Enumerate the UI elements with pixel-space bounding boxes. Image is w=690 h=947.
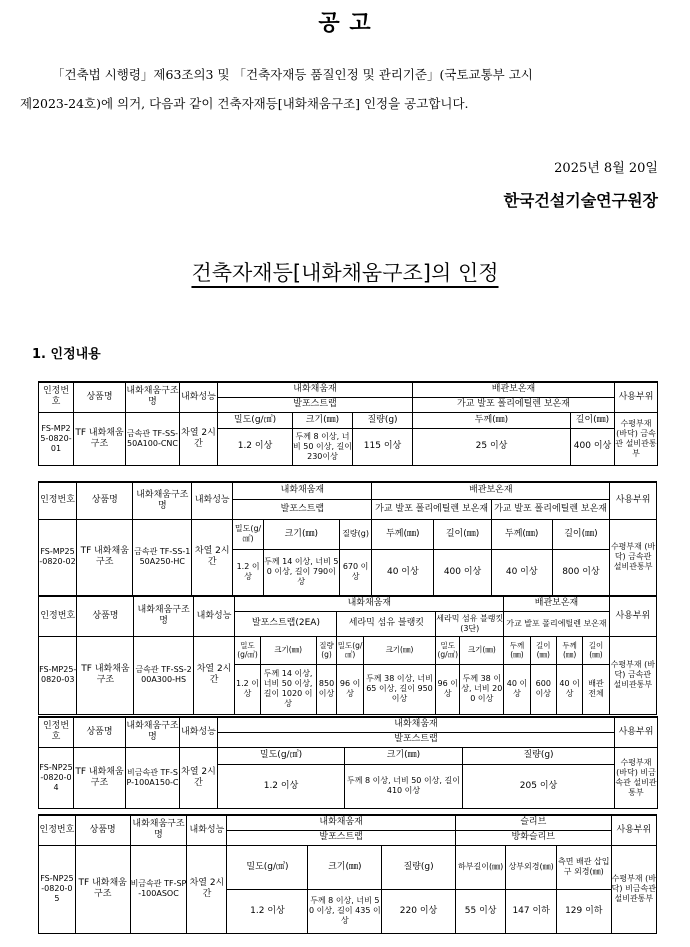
row4-cert-no: FS-NP25-0820-04 <box>39 747 74 808</box>
hdr-size: 크기(㎜) <box>308 845 382 889</box>
hdr-weight: 질량(g) <box>339 519 372 549</box>
row1-density: 1.2 이상 <box>218 428 293 465</box>
row5-cert-no: FS-NP25-0820-05 <box>39 845 76 933</box>
hdr-structure: 내화채움구조명 <box>126 382 180 412</box>
hdr-pe2-length: 길이(㎜) <box>583 636 609 664</box>
hdr-c-size: 크기(㎜) <box>363 636 435 664</box>
hdr-cert-no: 인정번호 <box>39 482 77 519</box>
row1-weight: 115 이상 <box>353 428 413 465</box>
hdr-usage: 사용부위 <box>615 717 658 747</box>
row2-size: 두께 14 이상, 너비 50 이상, 길이 790이상 <box>263 549 339 595</box>
row1-usage: 수평부재 (바닥) 금속관 설비관통부 <box>615 412 658 465</box>
hdr-fill: 내화채움재 <box>235 596 504 611</box>
hdr-pe2-length: 길이(㎜) <box>552 519 610 549</box>
hdr-density: 밀도(g/㎤) <box>227 845 308 889</box>
hdr-s-size: 크기(㎜) <box>260 636 316 664</box>
row3-pe1-thickness: 40 이상 <box>504 664 530 714</box>
hdr-fill: 내화채움재 <box>227 815 455 830</box>
row3-usage: 수평부재 (바닥) 금속관 설비관통부 <box>609 636 656 714</box>
row2-pe2-thickness: 40 이상 <box>491 549 552 595</box>
hdr-pe-cover: 가교 발포 폴리에틸렌 보온재 <box>504 611 609 636</box>
row1-cert-no: FS-MP25-0820-01 <box>39 412 74 465</box>
hdr-pipe-cover: 배관보온재 <box>372 482 610 499</box>
hdr-s-density: 밀도(g/㎤) <box>235 636 260 664</box>
hdr-pe2-thickness: 두께(㎜) <box>556 636 582 664</box>
row4-structure: 비금속관 TF-SP-100A150-C <box>126 747 180 808</box>
hdr-density: 밀도(g/㎤) <box>233 519 263 549</box>
hdr-product: 상품명 <box>74 382 126 412</box>
hdr-ceramic-blanket-3: 세라믹 섬유 블랭킷 (3단) <box>436 611 504 636</box>
hdr-size: 크기(㎜) <box>345 747 463 764</box>
row5-structure: 비금속관 TF-SP-100ASOC <box>130 845 187 933</box>
row5-top-outer-dia: 147 이하 <box>506 889 557 933</box>
hdr-weight: 질량(g) <box>353 412 413 428</box>
hdr-pe2-thickness: 두께(㎜) <box>491 519 552 549</box>
row2-pe2-length: 800 이상 <box>552 549 610 595</box>
hdr-pe-cover-2: 가교 발포 폴리에틸렌 보온재 <box>491 499 609 519</box>
hdr-usage: 사용부위 <box>611 815 656 845</box>
hdr-product: 상품명 <box>74 717 126 747</box>
hdr-side-pipe-dia: 측면 배관 삽입구 외경(㎜) <box>556 845 611 889</box>
row3-c3-size: 두께 38 이상, 너비 200 이상 <box>460 664 504 714</box>
hdr-pe1-length: 길이(㎜) <box>434 519 492 549</box>
section-title: 1. 인정내용 <box>32 347 101 362</box>
hdr-c3-size: 크기(㎜) <box>460 636 504 664</box>
row1-performance: 차열 2시간 <box>180 412 218 465</box>
row2-performance: 차열 2시간 <box>192 519 233 595</box>
row1-size: 두께 8 이상, 너비 50 이상, 길이 230이상 <box>293 428 353 465</box>
notice-date: 2025년 8월 20일 <box>554 161 658 176</box>
row4-performance: 차열 2시간 <box>180 747 218 808</box>
row3-pe2-length: 배관 전체 <box>583 664 609 714</box>
hdr-fill: 내화채움재 <box>218 717 615 732</box>
row5-size: 두께 8 이상, 너비 50 이상, 길이 435 이상 <box>308 889 382 933</box>
hdr-size: 크기(㎜) <box>263 519 339 549</box>
hdr-cert-no: 인정번호 <box>39 815 76 845</box>
row3-s-size: 두께 14 이상, 너비 50 이상, 길이 1020 이상 <box>260 664 316 714</box>
row5-side-pipe-dia: 129 이하 <box>556 889 611 933</box>
hdr-weight: 질량(g) <box>463 747 615 764</box>
row5-usage: 수평부재 (바닥) 비금속관 설비관통부 <box>611 845 656 933</box>
row3-performance: 차열 2시간 <box>193 636 235 714</box>
hdr-structure: 내화채움구조명 <box>134 596 193 636</box>
hdr-cert-no: 인정번호 <box>39 717 74 747</box>
row3-s-density: 1.2 이상 <box>235 664 260 714</box>
notice-title: 공 고 <box>318 11 372 36</box>
hdr-size: 크기(㎜) <box>293 412 353 428</box>
hdr-pe-cover: 가교 발포 폴리에틸렌 보온재 <box>413 397 615 412</box>
hdr-cert-no: 인정번호 <box>39 382 74 412</box>
issuer-name: 한국건설기술연구원장 <box>503 191 658 210</box>
hdr-strap: 발포스트랩 <box>218 732 615 747</box>
notice-paragraph <box>20 60 670 118</box>
row4-density: 1.2 이상 <box>218 764 345 808</box>
row2-product: TF 내화채움구조 <box>77 519 133 595</box>
row5-bottom-length: 55 이상 <box>455 889 506 933</box>
row2-weight: 670 이상 <box>339 549 372 595</box>
hdr-performance: 내화성능 <box>187 815 227 845</box>
hdr-fill: 내화채움재 <box>218 382 413 397</box>
row3-structure: 금속관 TF-SS-200A300-HS <box>134 636 193 714</box>
row1-thickness: 25 이상 <box>413 428 571 465</box>
hdr-structure: 내화채움구조명 <box>130 815 187 845</box>
hdr-pe1-length: 길이(㎜) <box>530 636 556 664</box>
cert-table-4 <box>38 716 658 809</box>
hdr-structure: 내화채움구조명 <box>133 482 192 519</box>
hdr-cert-no: 인정번호 <box>39 596 77 636</box>
hdr-fill: 내화채움재 <box>233 482 372 499</box>
hdr-ceramic-blanket: 세라믹 섬유 블랭킷 <box>337 611 436 636</box>
cert-table-5 <box>38 814 657 934</box>
cert-table-1 <box>38 381 658 466</box>
hdr-strap: 발포스트랩 <box>218 397 413 412</box>
hdr-usage: 사용부위 <box>615 382 658 412</box>
row1-length: 400 이상 <box>571 428 615 465</box>
hdr-density: 밀도(g/㎤) <box>218 747 345 764</box>
hdr-strap: 발포스트랩 <box>233 499 372 519</box>
row4-usage: 수평부재 (바닥) 비금속관 설비관통부 <box>615 747 658 808</box>
hdr-c3-density: 밀도(g/㎤) <box>436 636 460 664</box>
cert-table-3 <box>38 595 657 715</box>
hdr-pe1-thickness: 두께(㎜) <box>504 636 530 664</box>
hdr-usage: 사용부위 <box>609 596 656 636</box>
row3-product: TF 내화채움구조 <box>77 636 134 714</box>
hdr-structure: 내화채움구조명 <box>126 717 180 747</box>
hdr-performance: 내화성능 <box>180 717 218 747</box>
row2-pe1-thickness: 40 이상 <box>372 549 434 595</box>
hdr-length: 길이(㎜) <box>571 412 615 428</box>
hdr-pe-cover-1: 가교 발포 폴리에틸렌 보온재 <box>372 499 491 519</box>
hdr-top-outer-dia: 상부외경(㎜) <box>506 845 557 889</box>
hdr-bottom-length: 하부길이(㎜) <box>455 845 506 889</box>
row3-s-weight: 850 이상 <box>316 664 337 714</box>
row2-usage: 수평부재 (바닥) 금속관 설비관통부 <box>610 519 657 595</box>
hdr-performance: 내화성능 <box>193 596 235 636</box>
row3-c3-density: 96 이상 <box>436 664 460 714</box>
hdr-performance: 내화성능 <box>180 382 218 412</box>
hdr-strap: 발포스트랩 <box>227 830 455 845</box>
document-heading: 건축자재등[내화채움구조]의 인정 <box>191 261 499 285</box>
hdr-weight: 질량(g) <box>382 845 456 889</box>
hdr-pe1-thickness: 두께(㎜) <box>372 519 434 549</box>
row3-pe2-thickness: 40 이상 <box>556 664 582 714</box>
hdr-pipe-cover: 배관보온재 <box>504 596 609 611</box>
hdr-strap-2ea: 발포스트랩(2EA) <box>235 611 337 636</box>
row4-weight: 205 이상 <box>463 764 615 808</box>
hdr-density: 밀도(g/㎤) <box>218 412 293 428</box>
paragraph-line-1: 「건축법 시행령」제63조의3 및 「건축자재등 품질인정 및 관리기준」(국토교통부 고시 <box>52 67 533 82</box>
row5-weight: 220 이상 <box>382 889 456 933</box>
row4-size: 두께 8 이상, 너비 50 이상, 길이 410 이상 <box>345 764 463 808</box>
row5-density: 1.2 이상 <box>227 889 308 933</box>
row3-cert-no: FS-MP25-0820-03 <box>39 636 77 714</box>
row4-product: TF 내화채움구조 <box>74 747 126 808</box>
row1-product: TF 내화채움구조 <box>74 412 126 465</box>
row3-c-density: 96 이상 <box>337 664 363 714</box>
row2-structure: 금속관 TF-SS-150A250-HC <box>133 519 192 595</box>
hdr-sleeve: 슬리브 <box>455 815 611 830</box>
hdr-fire-sleeve: 방화슬리브 <box>455 830 611 845</box>
row2-density: 1.2 이상 <box>233 549 263 595</box>
paragraph-line-2: 제2023-24호)에 의거, 다음과 같이 건축자재등[내화채움구조] 인정을 공고합니다. <box>20 96 469 111</box>
hdr-product: 상품명 <box>75 815 130 845</box>
row5-product: TF 내화채움구조 <box>75 845 130 933</box>
hdr-thickness: 두께(㎜) <box>413 412 571 428</box>
hdr-c-density: 밀도(g/㎤) <box>337 636 363 664</box>
hdr-product: 상품명 <box>77 482 133 519</box>
hdr-product: 상품명 <box>77 596 134 636</box>
row3-pe1-length: 600 이상 <box>530 664 556 714</box>
row1-structure: 금속관 TF-SS-50A100-CNC <box>126 412 180 465</box>
row2-cert-no: FS-MP25-0820-02 <box>39 519 77 595</box>
hdr-usage: 사용부위 <box>610 482 657 519</box>
hdr-performance: 내화성능 <box>192 482 233 519</box>
hdr-s-weight: 질량(g) <box>316 636 337 664</box>
hdr-pipe-cover: 배관보온재 <box>413 382 615 397</box>
row2-pe1-length: 400 이상 <box>434 549 492 595</box>
row5-performance: 차열 2시간 <box>187 845 227 933</box>
cert-table-2 <box>38 481 657 596</box>
row3-c-size: 두께 38 이상, 너비 65 이상, 길이 950 이상 <box>363 664 435 714</box>
